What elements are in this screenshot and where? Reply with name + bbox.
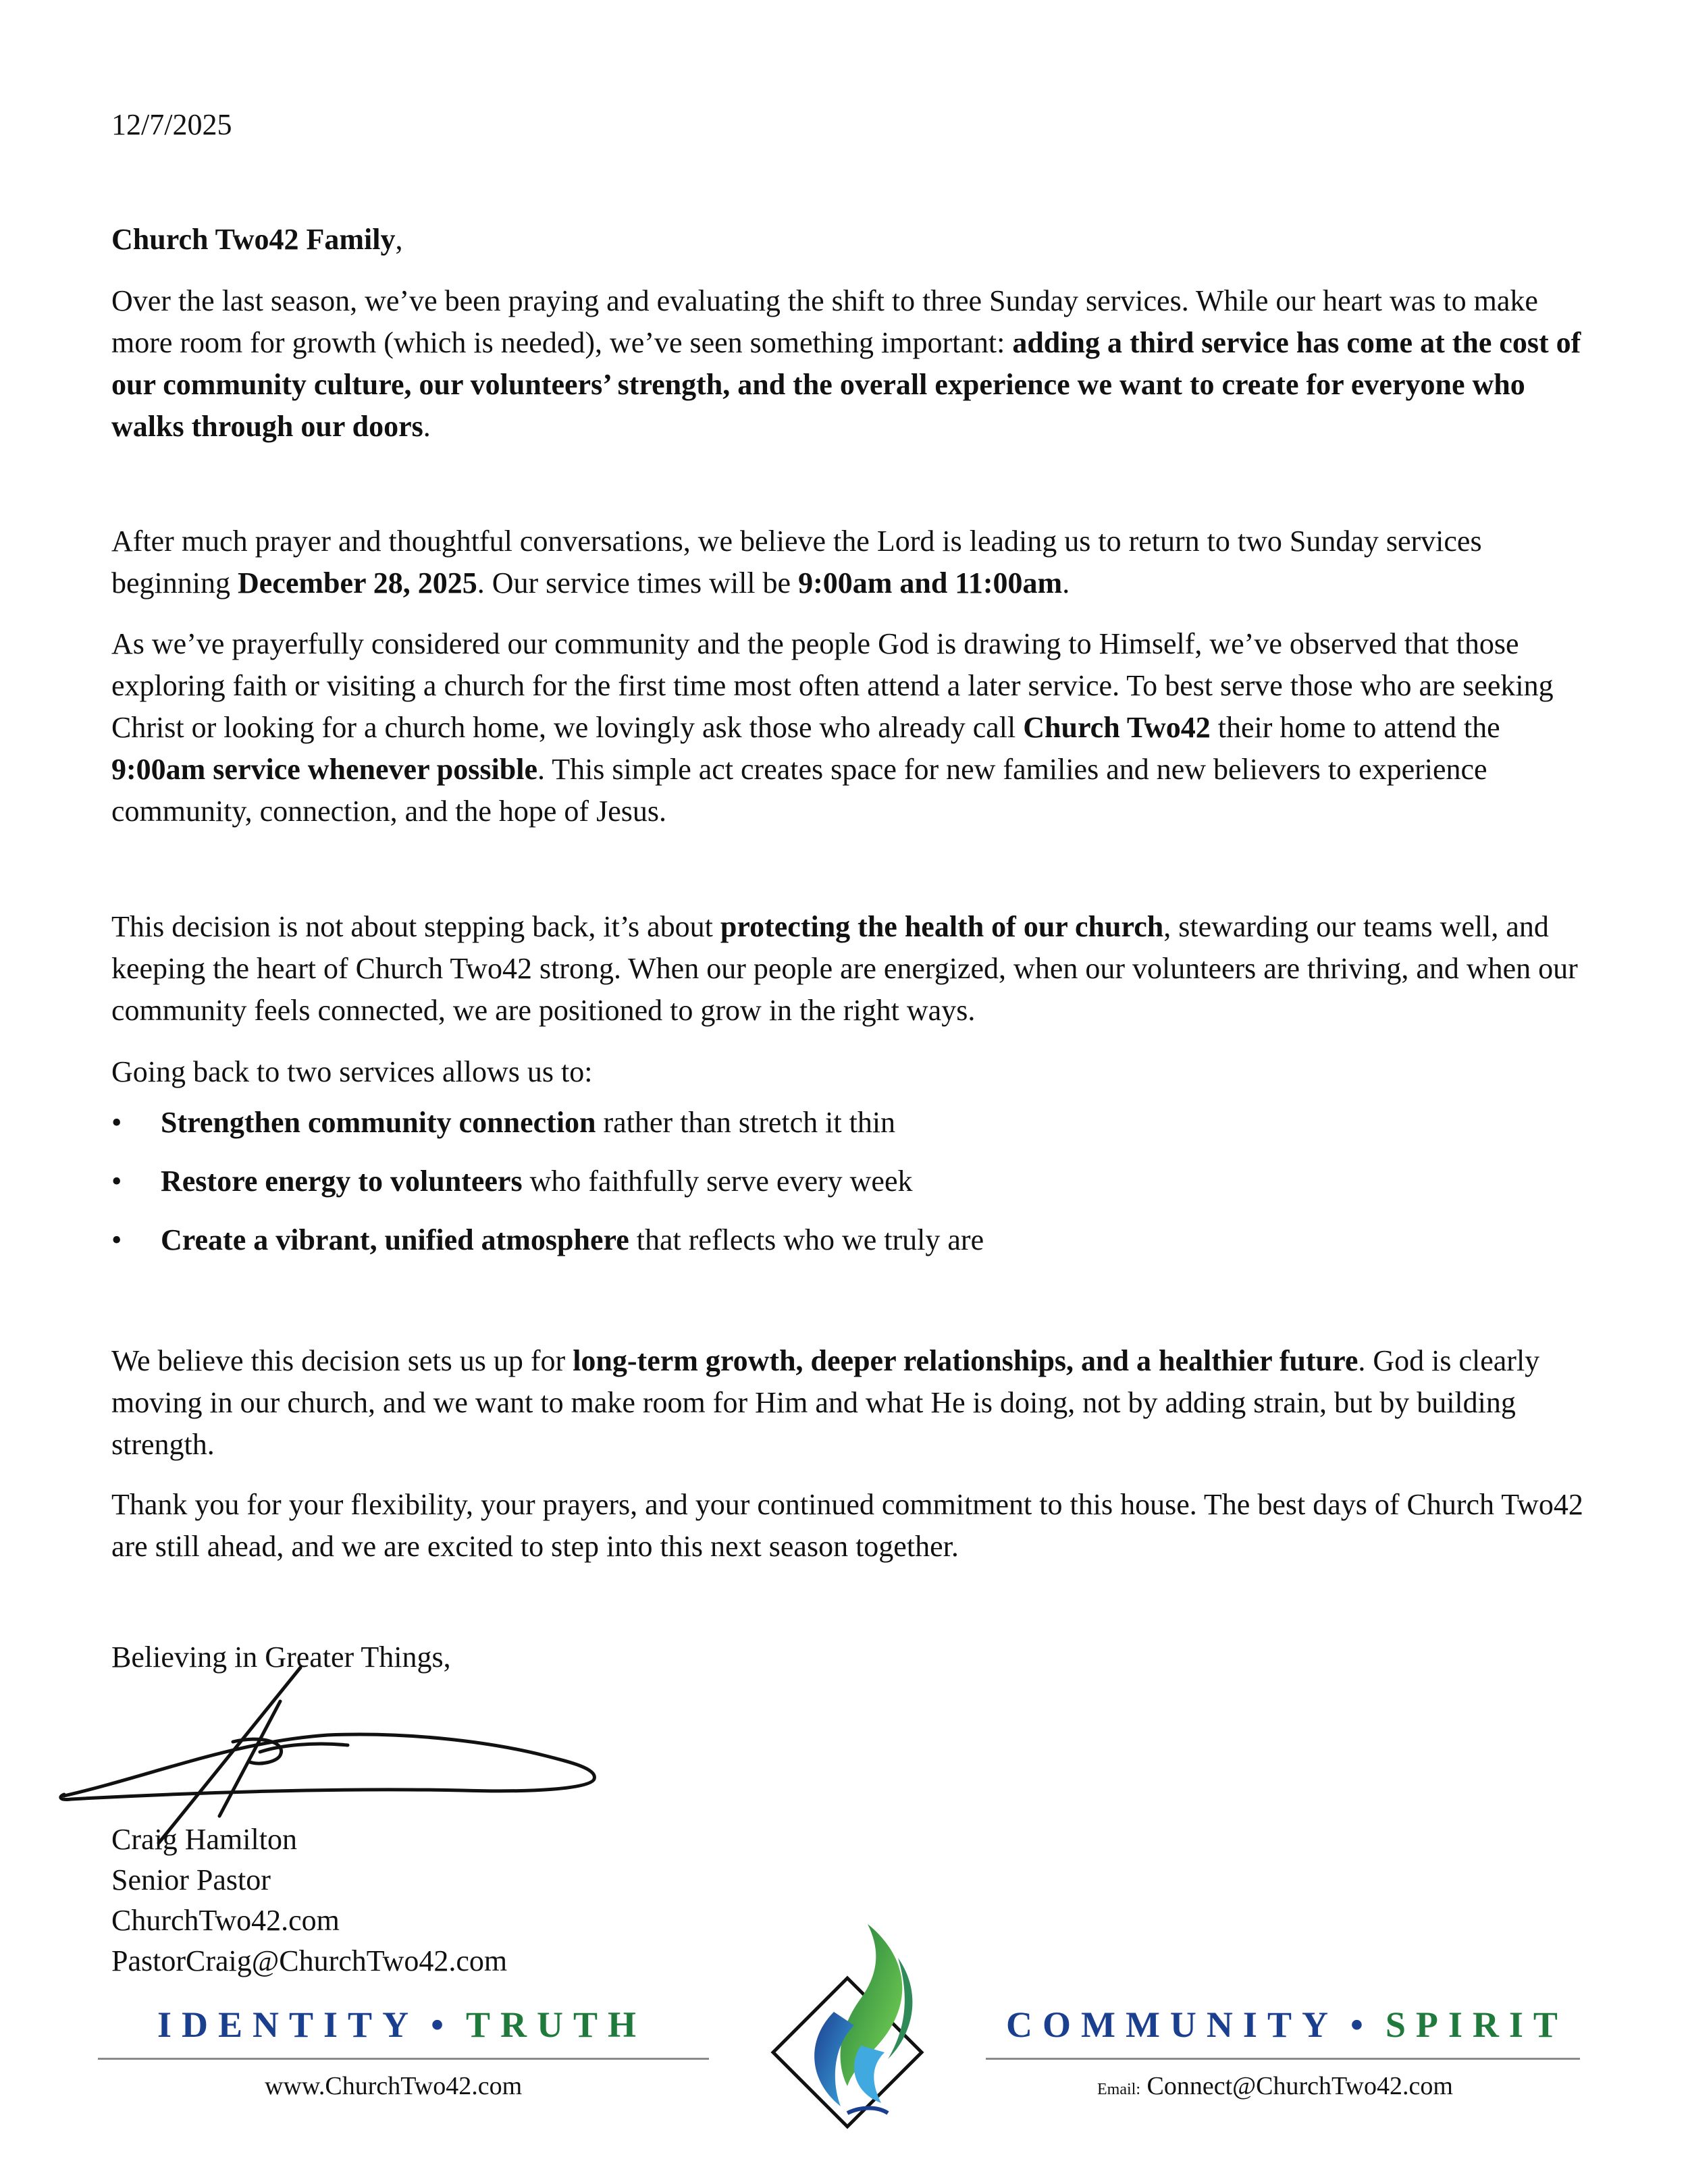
paragraph-1 [111,280,1590,448]
tagline-community: COMMUNITY [1006,2004,1338,2045]
salutation [111,219,403,261]
list-item [111,1219,984,1278]
footer-website[interactable]: www.ChurchTwo42.com [265,2072,523,2100]
p4-text-a: This decision is not about stepping back, it’s about [111,910,720,943]
signer-title: Senior Pastor [111,1863,271,1896]
paragraph-4 [111,906,1590,1032]
p2-bold-a: December 28, 2025 [237,566,477,600]
signer-website: ChurchTwo42.com [111,1904,340,1937]
bullet-list [111,1102,984,1278]
tagline-identity: IDENTITY [157,2004,419,2045]
p3-bold-a: Church Two42 [1023,711,1211,744]
p2-text-b: . Our service times will be [477,566,799,600]
p5-text-b: . God is clearly moving in our church, and we want to make room for Him and what He is doing, not by adding strain, but by building strength. [111,1344,1540,1461]
bullet-text: who faithfully serve every week [522,1165,913,1198]
p3-text-a: As we’ve prayerfully considered our community and the people God is drawing to Himself, we’ve observed that those exploring faith or visiting a church for the first time most often attend a later service. To best serve those who are seeking Christ or looking for a church home, we lovingly ask those who already call [111,627,1554,744]
bullet-text: rather than stretch it thin [596,1106,896,1139]
church-logo-icon [753,1911,955,2140]
tagline-dot: • [1350,2004,1373,2045]
paragraph-2 [111,521,1590,604]
footer-email [1097,2071,1453,2101]
bullet-text: that reflects who we truly are [629,1223,984,1256]
email-label: Email: [1097,2081,1140,2098]
paragraph-6: Thank you for your flexibility, your prayers, and your continued commitment to this house. The best days of Church Two42 are still ahead, and we are excited to step into this next season together. [111,1488,1583,1563]
bullet-bold: Strengthen community connection [161,1106,596,1139]
footer-left-rule [98,2058,709,2060]
p5-text-a: We believe this decision sets us up for [111,1344,573,1377]
paragraph-5 [111,1340,1590,1466]
salutation-name: Church Two42 Family [111,223,396,256]
tagline-spirit: SPIRIT [1385,2004,1568,2045]
p2-text-c: . [1062,566,1070,600]
footer-right-tagline [1006,2004,1568,2046]
list-intro: Going back to two services allows us to: [111,1055,593,1088]
salutation-punct: , [395,223,403,256]
p5-bold-a: long-term growth, deeper relationships, and a healthier future [573,1344,1359,1377]
p1-bold-a: adding a third service has come at the cost of our community culture, our volunteers’ strength, and the overall experience we want to create for everyone who walks through our doors [111,326,1581,443]
tagline-truth: TRUTH [465,2004,647,2045]
p4-text-b: , stewarding our teams well, and keeping the heart of Church Two42 strong. When our people are energized, when our volunteers are thriving, and when our community feels connected, we are positioned to grow in the right ways. [111,910,1578,1027]
bullet-bold: Create a vibrant, unified atmosphere [161,1223,629,1256]
closing-line: Believing in Greater Things, [111,1641,451,1674]
footer-right-rule [986,2058,1580,2060]
p4-bold-a: protecting the health of our church [720,910,1164,943]
p1-text-b: . [423,410,431,443]
footer-email-address[interactable]: Connect@ChurchTwo42.com [1146,2072,1453,2100]
bullet-icon: • [111,1165,122,1198]
signer-email: PastorCraig@ChurchTwo42.com [111,1944,508,1977]
footer-left-tagline [157,2004,646,2046]
p1-text-a: Over the last season, we’ve been praying and evaluating the shift to three Sunday services. While our heart was to make more room for growth (which is needed), we’ve seen something important: [111,284,1538,359]
p3-bold-b: 9:00am service whenever possible [111,753,537,786]
tagline-dot: • [431,2004,454,2045]
bullet-icon: • [111,1223,122,1256]
list-item [111,1161,984,1219]
p2-bold-b: 9:00am and 11:00am [798,566,1063,600]
paragraph-3 [111,623,1590,832]
list-item [111,1102,984,1161]
p2-text-a: After much prayer and thoughtful conversations, we believe the Lord is leading us to return to two Sunday services beginning [111,525,1482,600]
p3-text-c: . This simple act creates space for new families and new believers to experience community, connection, and the hope of Jesus. [111,753,1487,828]
bullet-icon: • [111,1106,122,1139]
handwritten-signature [57,1641,611,1857]
bullet-bold: Restore energy to volunteers [161,1165,523,1198]
p3-text-b: their home to attend the [1210,711,1500,744]
signer-name: Craig Hamilton [111,1823,297,1856]
letter-date: 12/7/2025 [111,108,232,141]
